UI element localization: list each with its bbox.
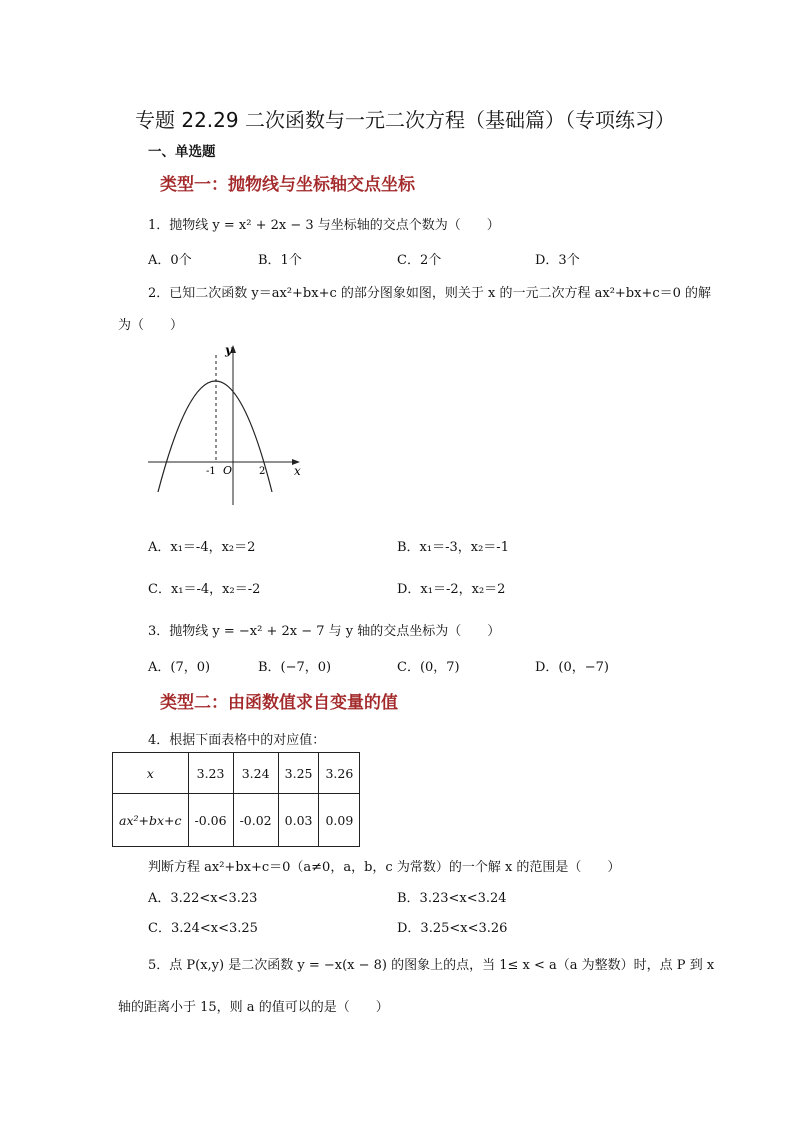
table-cell: 3.23: [188, 753, 233, 794]
values-table: [112, 752, 360, 847]
q2-line2: 为（ ）: [118, 318, 184, 333]
page-title: 专题 22.29 二次函数与一元二次方程（基础篇）（专项练习）: [135, 108, 675, 132]
q2-option-a: A．x₁＝-4，x₂＝2: [148, 540, 256, 555]
table-cell: -0.06: [188, 794, 233, 847]
q4-option-a: A．3.22<x<3.23: [148, 891, 258, 906]
q4-text: 4．根据下面表格中的对应值：: [148, 733, 326, 748]
table-cell: 3.25: [278, 753, 319, 794]
q2-option-d: D．x₁＝-2，x₂＝2: [397, 582, 506, 597]
q5-line1: 5．点 P(x,y) 是二次函数 y = −x(x − 8) 的图象上的点，当 1≤ x < a（a 为整数）时，点 P 到 x: [148, 958, 715, 973]
origin-label: O: [223, 464, 233, 477]
tick-2: 2: [259, 466, 266, 477]
q2-line1: 2．已知二次函数 y＝ax²+bx+c 的部分图象如图，则关于 x 的一元二次方程 ax²+bx+c＝0 的解: [148, 286, 712, 301]
q4-judge: 判断方程 ax²+bx+c＝0（a≠0，a，b，c 为常数）的一个解 x 的范围是（ ）: [148, 860, 621, 875]
table-cell: 0.09: [319, 794, 360, 847]
q1-option-b: B．1个: [258, 253, 302, 268]
q2-option-c: C．x₁＝-4，x₂＝-2: [148, 582, 261, 597]
type1-heading: 类型一：抛物线与坐标轴交点坐标: [160, 175, 415, 195]
q3-option-c: C．(0，7): [397, 660, 460, 675]
q5-line2: 轴的距离小于 15，则 a 的值可以的是（ ）: [118, 1000, 389, 1015]
q1-text: 1．抛物线 y = x² + 2x − 3 与坐标轴的交点个数为（ ）: [148, 218, 500, 233]
tick-neg1: -1: [206, 466, 216, 477]
q1-option-d: D．3个: [535, 253, 580, 268]
table-row: [113, 753, 360, 794]
q4-option-d: D．3.25<x<3.26: [397, 921, 508, 936]
q1-option-a: A．0个: [148, 253, 192, 268]
parabola-graph: [140, 340, 310, 510]
q1-option-c: C．2个: [397, 253, 442, 268]
q3-option-d: D．(0，−7): [535, 660, 610, 675]
type2-heading: 类型二：由函数值求自变量的值: [160, 693, 398, 713]
section-heading: 一、单选题: [148, 144, 216, 160]
y-label: y: [225, 343, 232, 357]
table-cell: 3.24: [233, 753, 278, 794]
table-cell: -0.02: [233, 794, 278, 847]
table-cell: 0.03: [278, 794, 319, 847]
q2-option-b: B．x₁＝-3，x₂＝-1: [397, 540, 509, 555]
table-cell: ax²+bx+c: [113, 794, 189, 847]
x-label: x: [294, 464, 301, 478]
q4-option-b: B．3.23<x<3.24: [397, 891, 507, 906]
q3-option-a: A．(7，0): [148, 660, 211, 675]
table-cell: x: [113, 753, 189, 794]
table-cell: 3.26: [319, 753, 360, 794]
q4-option-c: C．3.24<x<3.25: [148, 921, 258, 936]
table-row: [113, 794, 360, 847]
q3-option-b: B．(−7，0): [258, 660, 332, 675]
q3-text: 3．抛物线 y = −x² + 2x − 7 与 y 轴的交点坐标为（ ）: [148, 624, 501, 639]
